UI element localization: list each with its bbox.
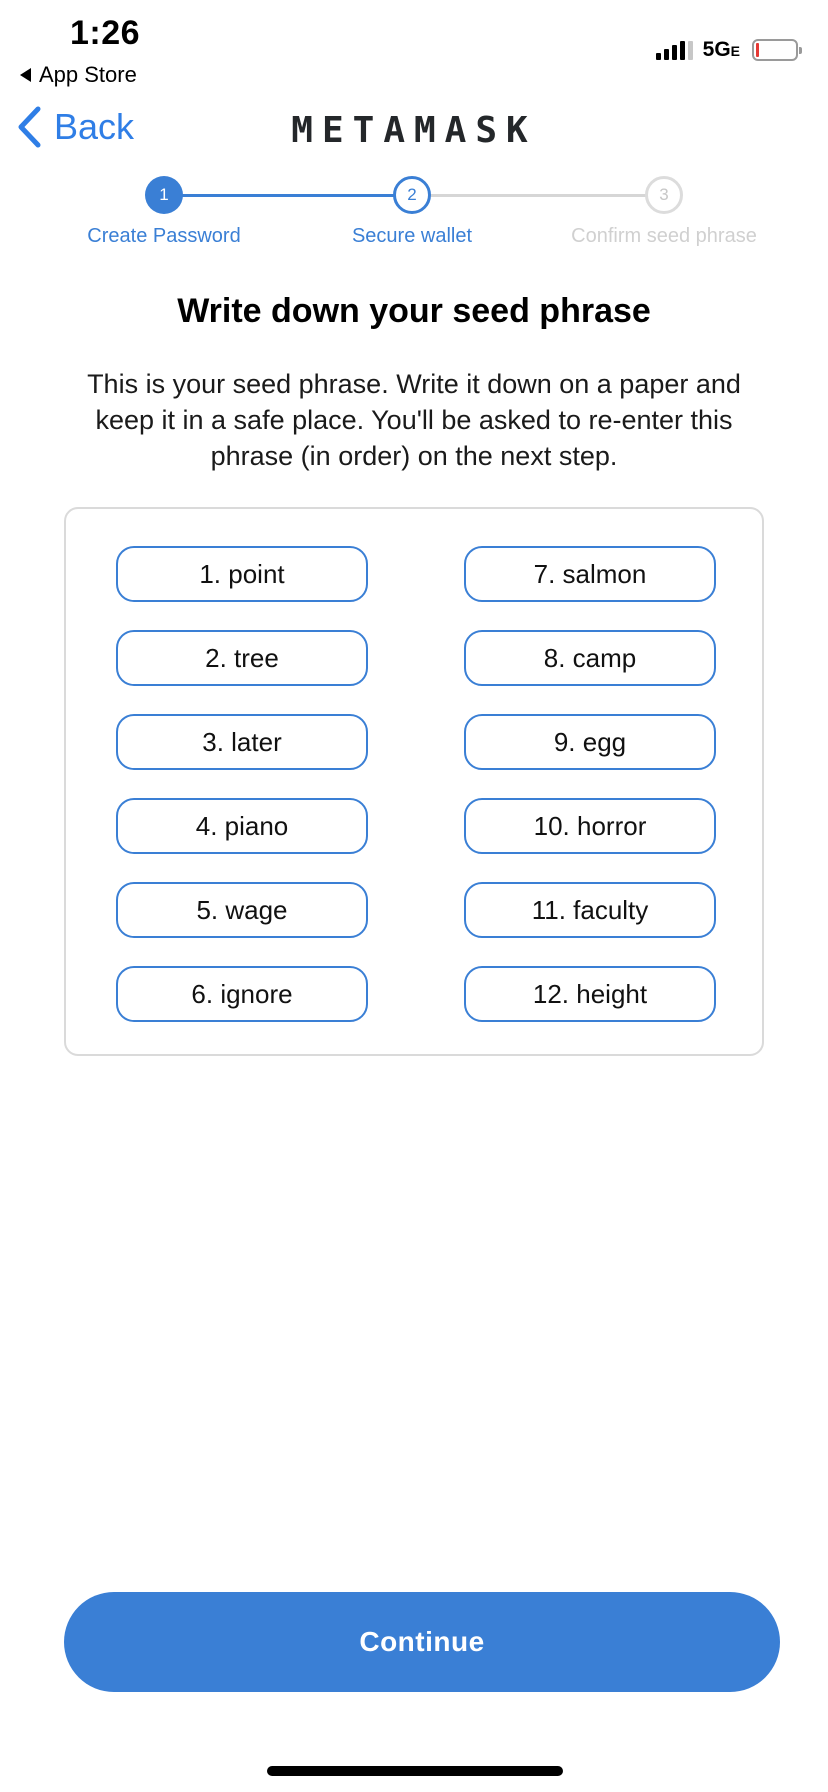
seed-word: 7. salmon [464,546,716,602]
continue-button[interactable]: Continue [64,1592,780,1692]
step-2-label: Secure wallet [351,225,473,247]
step-3-label: Confirm seed phrase [571,225,757,247]
seed-word: 1. point [116,546,368,602]
page-title: Write down your seed phrase [177,292,651,330]
home-indicator[interactable] [267,1766,563,1776]
status-indicators [656,38,798,62]
step-connector-pending [412,194,664,197]
seed-word: 4. piano [116,798,368,854]
seed-word: 2. tree [116,630,368,686]
seed-phrase-card [64,507,764,1056]
seed-word: 12. height [464,966,716,1022]
seed-word: 8. camp [464,630,716,686]
seed-word: 11. faculty [464,882,716,938]
progress-stepper [0,176,828,256]
battery-icon [752,39,798,61]
step-1-label: Create Password [87,225,241,247]
back-app-label: App Store [39,62,137,87]
seed-column-left [116,546,368,1050]
cellular-signal-icon [656,40,693,60]
back-label: Back [54,106,135,147]
seed-word: 10. horror [464,798,716,854]
seed-word: 3. later [116,714,368,770]
network-type: 5GE [702,38,740,61]
step-2-circle: 2 [393,176,431,214]
back-to-app-store[interactable] [20,62,137,88]
step-1-circle: 1 [145,176,183,214]
step-3-circle: 3 [645,176,683,214]
page-description: This is your seed phrase. Write it down on a paper and keep it in a safe place. You'll be asked to re-enter this phrase (in order) on the next step. [87,369,741,471]
seed-word: 9. egg [464,714,716,770]
seed-column-right [464,546,716,1050]
metamask-wordmark: METAMASK [291,110,537,151]
step-connector-completed [164,194,412,197]
status-time: 1:26 [70,14,141,52]
back-triangle-icon [20,68,31,82]
seed-word: 6. ignore [116,966,368,1022]
seed-word: 5. wage [116,882,368,938]
